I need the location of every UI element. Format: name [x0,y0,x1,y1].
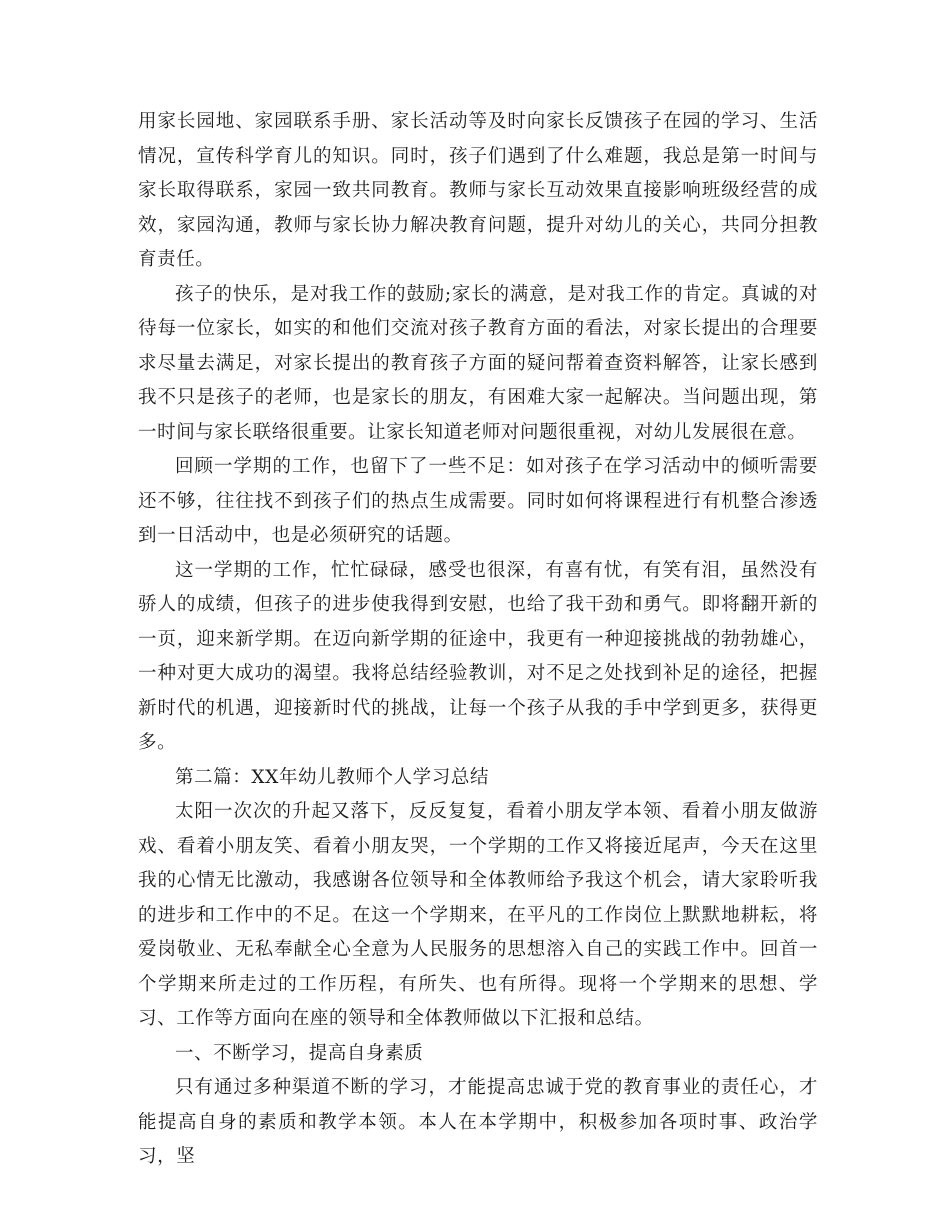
paragraph-children-happiness: 孩子的快乐，是对我工作的鼓励;家长的满意，是对我工作的肯定。真诚的对待每一位家长，如实的和他们交流对孩子教育方面的看法，对家长提出的合理要求尽量去满足，对家长提出的教育孩子方面的疑问帮着查资料解答，让家长感到我不只是孩子的老师，也是家长的朋友，有困难大家一起解决。当问题出现，第一时间与家长联络很重要。让家长知道老师对问题很重视，对幼儿发展很在意。 [138,283,818,443]
paragraph-learning-channels: 只有通过多种渠道不断的学习，才能提高忠诚于党的教育事业的责任心，才能提高自身的素质和教学本领。本人在本学期中，积极参加各项时事、政治学习，坚 [138,1077,818,1167]
paragraph-review-shortcomings: 回顾一学期的工作，也留下了一些不足：如对孩子在学习活动中的倾听需要还不够，往往找不到孩子们的热点生成需要。同时如何将课程进行有机整合渗透到一日活动中，也是必须研究的话题。 [138,456,818,546]
document-body [138,105,818,1175]
paragraph-sun-rises-intro: 太阳一次次的升起又落下，反反复复，看着小朋友学本领、看着小朋友做游戏、看着小朋友笑、看着小朋友哭，一个学期的工作又将接近尾声，今天在这里我的心情无比激动，我感谢各位领导和全体教师给予我这个机会，请大家聆听我的进步和工作中的不足。在这一个学期来，在平凡的工作岗位上默默地耕耘，将爱岗敬业、无私奉献全心全意为人民服务的思想溶入自己的实践工作中。回首一个学期来所走过的工作历程，有所失、也有所得。现将一个学期来的思想、学习、工作等方面向在座的领导和全体教师做以下汇报和总结。 [138,801,818,1029]
paragraph-parent-communication: 用家长园地、家园联系手册、家长活动等及时向家长反馈孩子在园的学习、生活情况，宣传科学育儿的知识。同时，孩子们遇到了什么难题，我总是第一时间与家长取得联系，家园一致共同教育。教师与家长互动效果直接影响班级经营的成效，家园沟通，教师与家长协力解决教育问题，提升对幼儿的关心，共同分担教育责任。 [138,111,818,270]
section-heading-continuous-learning: 一、不断学习，提高自身素质 [175,1042,424,1064]
paragraph-semester-reflection: 这一学期的工作，忙忙碌碌，感受也很深，有喜有忧，有笑有泪，虽然没有骄人的成绩，但孩子的进步使我得到安慰，也给了我干劲和勇气。即将翻开新的一页，迎来新学期。在迈向新学期的征途中，我更有一种迎接挑战的勃勃雄心，一种对更大成功的渴望。我将总结经验教训，对不足之处找到补足的途径，把握新时代的机遇，迎接新时代的挑战，让每一个孩子从我的手中学到更多，获得更多。 [138,559,818,753]
section-title-second-part: 第二篇：XX年幼儿教师个人学习总结 [175,766,490,788]
